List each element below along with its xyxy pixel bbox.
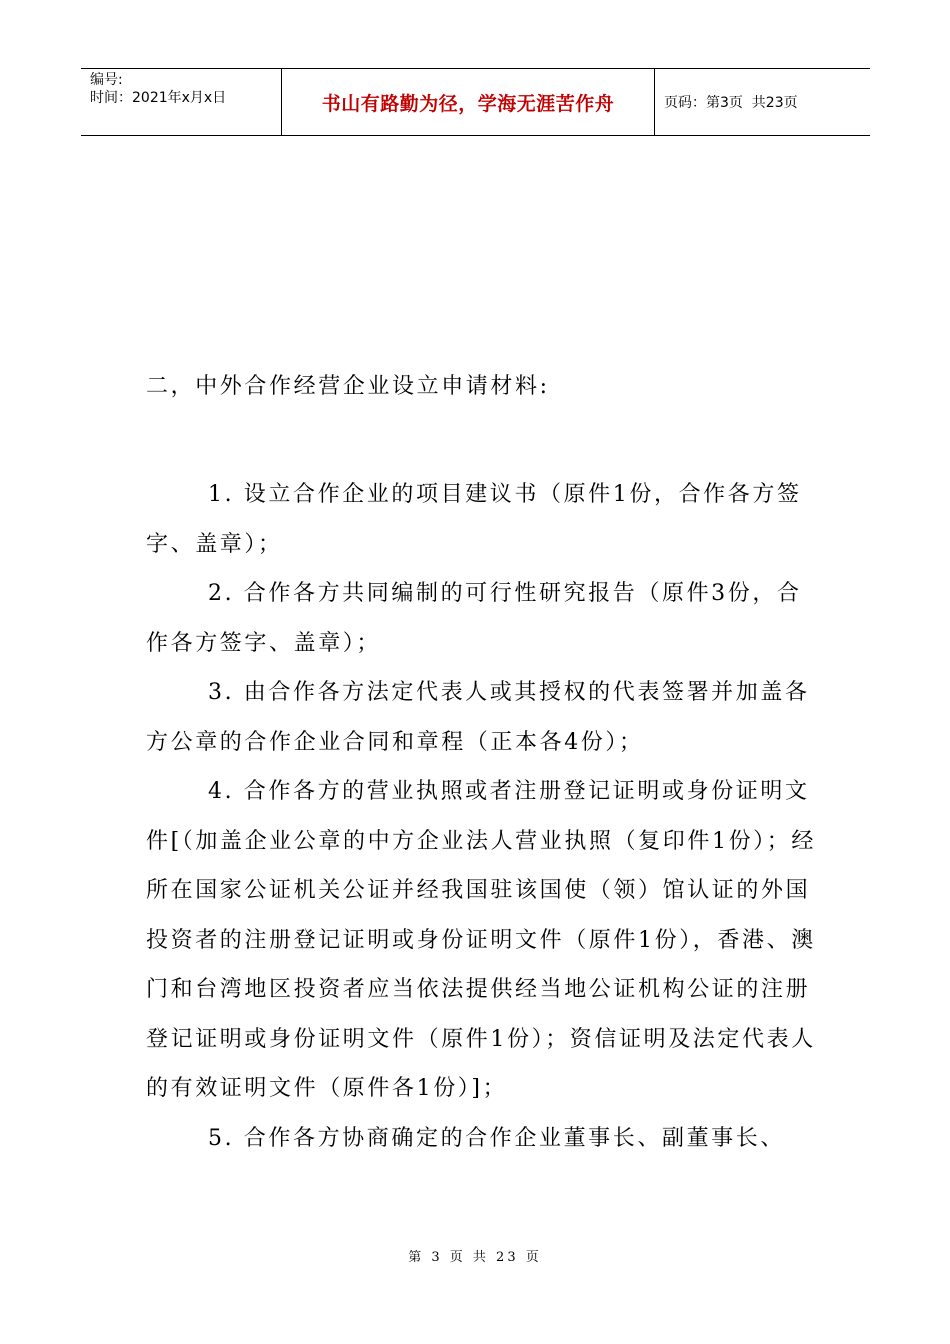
paragraph-4: 4. 合作各方的营业执照或者注册登记证明或身份证明文件[（加盖企业公章的中方企业法人营业执照（复印件1份）；经所在国家公证机关公证并经我国驻该国使（领）馆认证的外国投资者的注册登记证明或身份证明文件（原件1份），香港、澳门和台湾地区投资者应当依法提供经当地公证机构公证的注册登记证明或身份证明文件（原件1份）；资信证明及法定代表人的有效证明文件（原件各1份）]； — [146, 779, 816, 1101]
section-title: 二，中外合作经营企业设立申请材料: — [146, 374, 550, 399]
paragraph-3: 3. 由合作各方法定代表人或其授权的代表签署并加盖各方公章的合作企业合同和章程（正本各4份）； — [146, 680, 810, 755]
document-header — [81, 68, 870, 136]
header-meta — [81, 69, 282, 135]
document-body — [146, 362, 818, 1163]
number-label: 编号: — [90, 72, 123, 88]
page-info-text: 页码：第3页 共23页 — [664, 95, 798, 111]
header-motto: 书山有路勤为径，学海无涯苦作舟 — [282, 69, 655, 135]
spacer — [146, 412, 818, 470]
paragraph-5: 5. 合作各方协商确定的合作企业董事长、副董事长、 — [208, 1125, 785, 1151]
page-footer: 第 3 页 共 23 页 — [408, 1250, 542, 1265]
paragraph-2: 2. 合作各方共同编制的可行性研究报告（原件3份，合作各方签字、盖章）； — [146, 581, 802, 656]
time-label: 时间：2021年x月x日 — [90, 90, 227, 106]
header-page-info — [655, 69, 870, 135]
paragraph-1: 1. 设立合作企业的项目建议书（原件1份，合作各方签字、盖章）； — [146, 482, 802, 557]
